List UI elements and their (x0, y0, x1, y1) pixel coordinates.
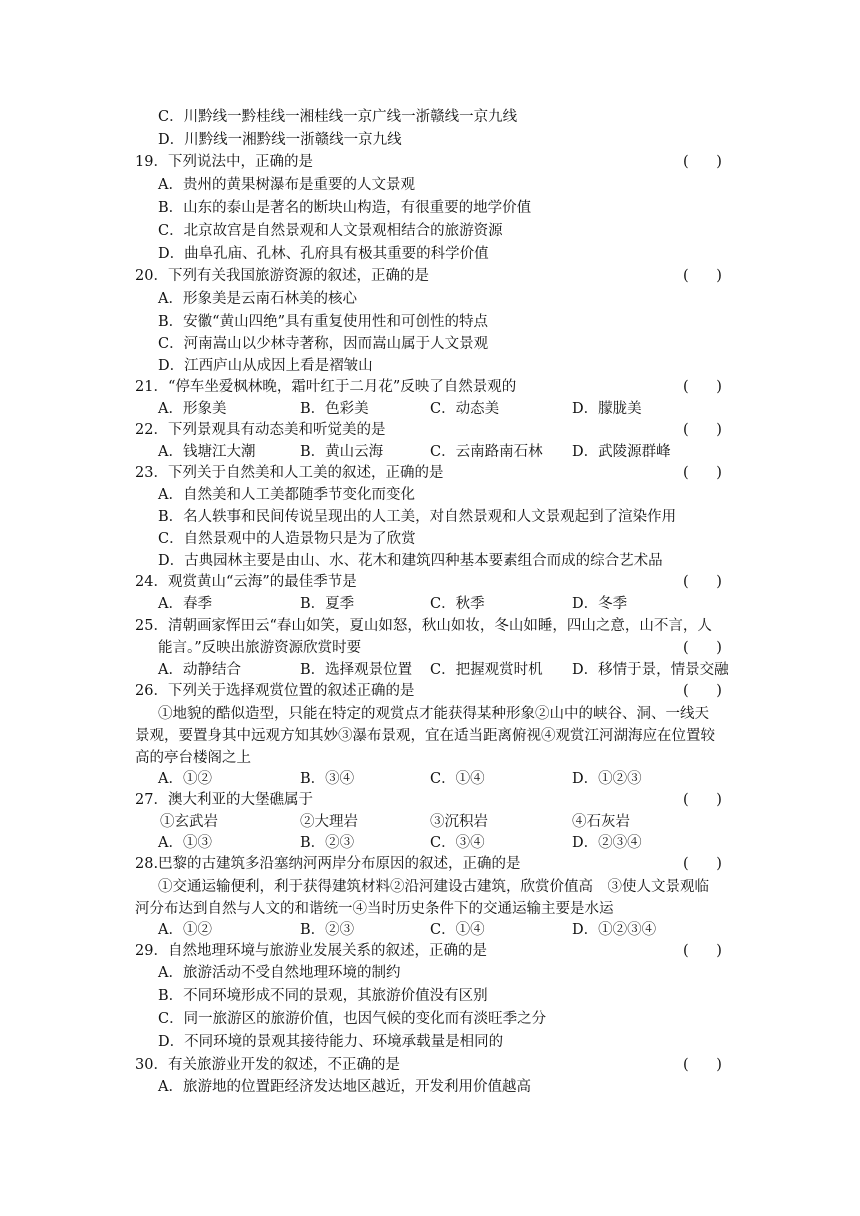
option-b-q28: B．②③ (300, 922, 355, 938)
option-d-q23: D．古典园林主要是由山、水、花木和建筑四种基本要素组合而成的综合艺术品 (158, 553, 663, 569)
option-c-q27: C．③④ (430, 835, 485, 851)
option-d-q24: D．冬季 (572, 596, 628, 612)
question-30-stem: 30．有关旅游业开发的叙述，不正确的是 (135, 1057, 400, 1073)
option-b-q25: B．选择观景位置 (300, 662, 413, 678)
option-c-q29: C．同一旅游区的旅游价值，也因气候的变化而有淡旺季之分 (158, 1011, 547, 1027)
option-d-q18: D．川黔线一湘黔线一浙赣线一京九线 (158, 132, 402, 148)
answer-blank-30: ( ) (683, 1057, 722, 1073)
option-d-q28: D．①②③④ (572, 922, 657, 938)
question-29-stem: 29．自然地理环境与旅游业发展关系的叙述，正确的是 (135, 943, 487, 959)
question-25-stem-cont: 能言。”反映出旅游资源欣赏时要 (158, 640, 362, 656)
question-24-stem: 24．观赏黄山“云海”的最佳季节是 (135, 574, 357, 590)
option-c-q21: C．动态美 (430, 401, 500, 417)
question-22-stem: 22．下列景观具有动态美和听觉美的是 (135, 422, 386, 438)
statement-line-2-q26: 景观，要置身其中远观方知其妙③瀑布景观，宜在适当距离俯视④观赏江河湖海应在位置较 (135, 728, 715, 744)
question-27-stem: 27．澳大利亚的大堡礁属于 (135, 792, 313, 808)
question-21-stem: 21．“停车坐爱枫林晚，霜叶红于二月花”反映了自然景观的 (135, 379, 517, 395)
option-d-q21: D．朦胧美 (572, 401, 642, 417)
option-a-q26: A．①② (158, 771, 212, 787)
option-c-q28: C．①④ (430, 922, 485, 938)
option-a-q20: A．形象美是云南石林美的核心 (158, 291, 357, 307)
option-a-q21: A．形象美 (158, 401, 227, 417)
answer-blank-19: ( ) (683, 154, 722, 170)
answer-blank-28: ( ) (683, 856, 722, 872)
option-b-q22: B．黄山云海 (300, 444, 384, 460)
option-c-q22: C．云南路南石林 (430, 444, 543, 460)
answer-blank-20: ( ) (683, 268, 722, 284)
question-19-stem: 19．下列说法中，正确的是 (135, 154, 313, 170)
answer-blank-22: ( ) (683, 422, 722, 438)
option-b-q23: B．名人轶事和民间传说呈现出的人工美，对自然景观和人文景观起到了渲染作用 (158, 509, 677, 525)
option-a-q25: A．动静结合 (158, 662, 241, 678)
option-b-q29: B．不同环境形成不同的景观，其旅游价值没有区别 (158, 988, 488, 1004)
option-c-q19: C．北京故宫是自然景观和人文景观相结合的旅游资源 (158, 223, 503, 239)
answer-blank-23: ( ) (683, 465, 722, 481)
item-4-q27: ④石灰岩 (572, 814, 630, 830)
option-c-q24: C．秋季 (430, 596, 485, 612)
item-2-q27: ②大理岩 (300, 814, 358, 830)
option-b-q24: B．夏季 (300, 596, 355, 612)
statement-line-1-q26: ①地貌的酷似造型，只能在特定的观赏点才能获得某种形象②山中的峡谷、洞、一线天 (158, 706, 709, 722)
answer-blank-24: ( ) (683, 574, 722, 590)
option-d-q29: D．不同环境的景观其接待能力、环境承载量是相同的 (158, 1034, 504, 1050)
option-c-q23: C．自然景观中的人造景物只是为了欣赏 (158, 531, 416, 547)
statement-line-1-q28: ①交通运输便利，利于获得建筑材料②沿河建设古建筑，欣赏价值高 ③使人文景观临 (158, 879, 709, 895)
option-a-q22: A．钱塘江大潮 (158, 444, 256, 460)
question-23-stem: 23．下列关于自然美和人工美的叙述，正确的是 (135, 465, 444, 481)
option-a-q24: A．春季 (158, 596, 212, 612)
option-d-q27: D．②③④ (572, 835, 642, 851)
option-b-q20: B．安徽“黄山四绝”具有重复使用性和可创性的特点 (158, 314, 488, 330)
option-b-q27: B．②③ (300, 835, 355, 851)
option-c-q20: C．河南嵩山以少林寺著称，因而嵩山属于人文景观 (158, 336, 489, 352)
question-25-stem: 25．清朝画家恽田云“春山如笑，夏山如怒，秋山如妆，冬山如睡，四山之意，山不言，人 (135, 618, 712, 634)
option-c-q25: C．把握观赏时机 (430, 662, 543, 678)
option-b-q21: B．色彩美 (300, 401, 369, 417)
option-b-q19: B．山东的泰山是著名的断块山构造，有很重要的地学价值 (158, 200, 532, 216)
answer-blank-21: ( ) (683, 379, 722, 395)
option-a-q19: A．贵州的黄果树瀑布是重要的人文景观 (158, 177, 415, 193)
option-d-q25: D．移情于景，情景交融 (572, 662, 729, 678)
option-d-q26: D．①②③ (572, 771, 642, 787)
item-3-q27: ③沉积岩 (430, 814, 488, 830)
option-d-q19: D．曲阜孔庙、孔林、孔府具有极其重要的科学价值 (158, 246, 489, 262)
option-a-q27: A．①③ (158, 835, 212, 851)
answer-blank-26: ( ) (683, 683, 722, 699)
option-c-q26: C．①④ (430, 771, 485, 787)
option-a-q30: A．旅游地的位置距经济发达地区越近，开发利用价值越高 (158, 1079, 531, 1095)
answer-blank-27: ( ) (683, 792, 722, 808)
option-a-q28: A．①② (158, 922, 212, 938)
item-1-q27: ①玄武岩 (160, 814, 218, 830)
option-b-q26: B．③④ (300, 771, 355, 787)
option-d-q22: D．武陵源群峰 (572, 444, 671, 460)
option-a-q29: A．旅游活动不受自然地理环境的制约 (158, 965, 401, 981)
option-c-q18: C．川黔线一黔桂线一湘桂线一京广线一浙赣线一京九线 (158, 109, 518, 125)
option-d-q20: D．江西庐山从成因上看是褶皱山 (158, 358, 373, 374)
option-a-q23: A．自然美和人工美都随季节变化而变化 (158, 487, 415, 503)
statement-line-2-q28: 河分布达到自然与人文的和谐统一④当时历史条件下的交通运输主要是水运 (135, 901, 614, 917)
statement-line-3-q26: 高的亭台楼阁之上 (135, 750, 251, 766)
question-26-stem: 26．下列关于选择观赏位置的叙述正确的是 (135, 683, 415, 699)
question-28-stem: 28.巴黎的古建筑多沿塞纳河两岸分布原因的叙述，正确的是 (135, 856, 521, 872)
answer-blank-29: ( ) (683, 943, 722, 959)
question-20-stem: 20．下列有关我国旅游资源的叙述，正确的是 (135, 268, 429, 284)
answer-blank-25: ( ) (683, 640, 722, 656)
